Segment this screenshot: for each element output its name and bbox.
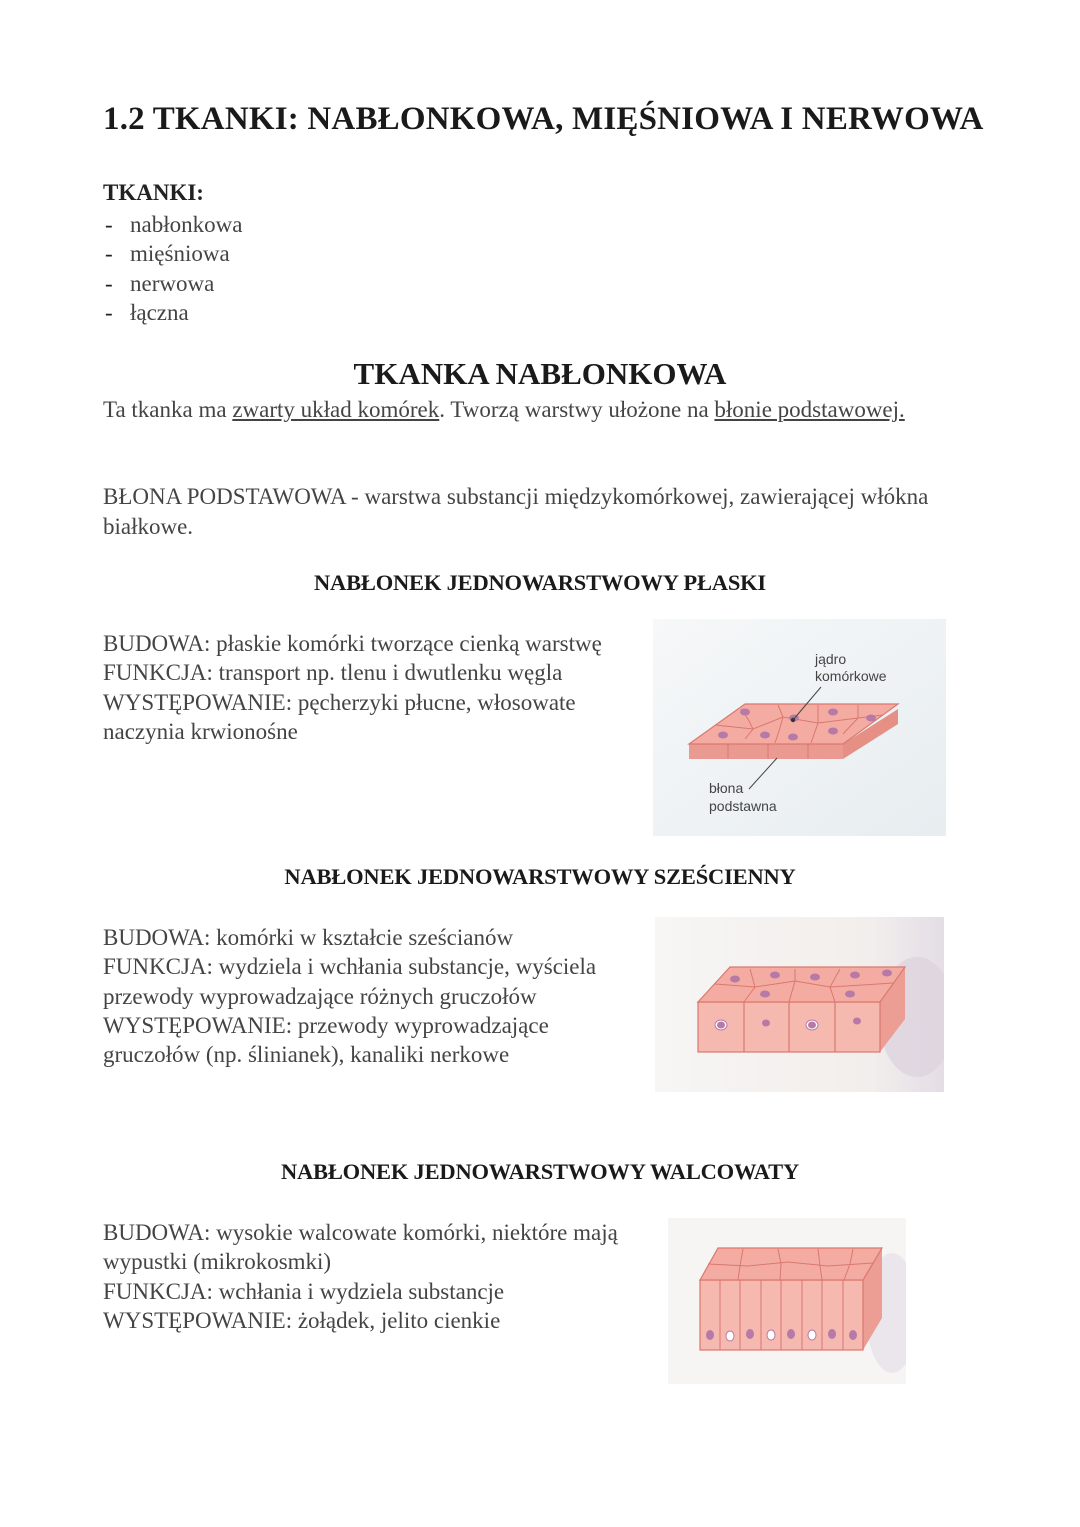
funkcja-text: FUNKCJA: transport np. tlenu i dwutlenku węgla — [103, 660, 563, 686]
membrane-definition: BŁONA PODSTAWOWA - warstwa substancji międzykomórkowej, zawierającej włókna białkowe. — [103, 484, 929, 539]
label-membrane-line1: błona — [709, 780, 744, 796]
label-nucleus-line2: komórkowe — [815, 668, 887, 684]
intro-underlined-term: zwarty układ komórek — [232, 397, 440, 422]
figure-flat-epithelium — [653, 619, 946, 836]
section-title: TKANKA NABŁONKOWA — [353, 356, 727, 391]
description-columnar — [103, 1218, 643, 1335]
funkcja-text: FUNKCJA: wchłania i wydziela substancje — [103, 1278, 505, 1304]
list-item: - nabłonkowa — [103, 210, 242, 239]
wystepowanie-text: WYSTĘPOWANIE: pęcherzyki płucne, włosowate naczynia krwionośne — [103, 689, 576, 744]
page-title: 1.2 TKANKI: NABŁONKOWA, MIĘŚNIOWA I NERWOWA — [103, 101, 984, 137]
wystepowanie-text: WYSTĘPOWANIE: żołądek, jelito cienkie — [103, 1307, 501, 1333]
description-flat — [103, 629, 643, 746]
subsection-title-columnar: NABŁONEK JEDNOWARSTWOWY WALCOWATY — [280, 1159, 800, 1184]
subsection-title-flat: NABŁONEK JEDNOWARSTWOWY PŁASKI — [314, 570, 766, 595]
label-nucleus-line1: jądro — [815, 651, 847, 667]
figure-columnar-epithelium — [668, 1218, 906, 1384]
budowa-text: BUDOWA: płaskie komórki tworzące cienką warstwę — [103, 631, 602, 656]
intro-text: Ta tkanka ma — [103, 397, 233, 422]
intro-text: . Tworzą warstwy ułożone na — [439, 397, 715, 422]
list-item: - mięśniowa — [103, 239, 242, 268]
tissues-list — [103, 210, 242, 327]
subsection-title-cuboidal: NABŁONEK JEDNOWARSTWOWY SZEŚCIENNY — [284, 864, 796, 889]
budowa-text: BUDOWA: wysokie walcowate komórki, niektóre mają wypustki (mikrokosmki) — [103, 1220, 618, 1275]
list-item: - łączna — [103, 298, 242, 327]
intro-paragraph — [103, 395, 963, 425]
intro-underlined-term: błonie podstawowej. — [714, 397, 905, 422]
list-item: - nerwowa — [103, 269, 242, 298]
tissues-heading: TKANKI: — [103, 180, 204, 205]
description-cuboidal — [103, 923, 623, 1069]
funkcja-text: FUNKCJA: wydziela i wchłania substancje, wyściela przewody wyprowadzające różnych gruczołów — [103, 954, 597, 1009]
budowa-text: BUDOWA: komórki w kształcie sześcianów — [103, 925, 514, 950]
label-membrane-line2: podstawna — [709, 798, 777, 814]
figure-cuboidal-epithelium — [655, 917, 944, 1092]
wystepowanie-text: WYSTĘPOWANIE: przewody wyprowadzające gruczołów (np. ślinianek), kanaliki nerkowe — [103, 1012, 549, 1068]
